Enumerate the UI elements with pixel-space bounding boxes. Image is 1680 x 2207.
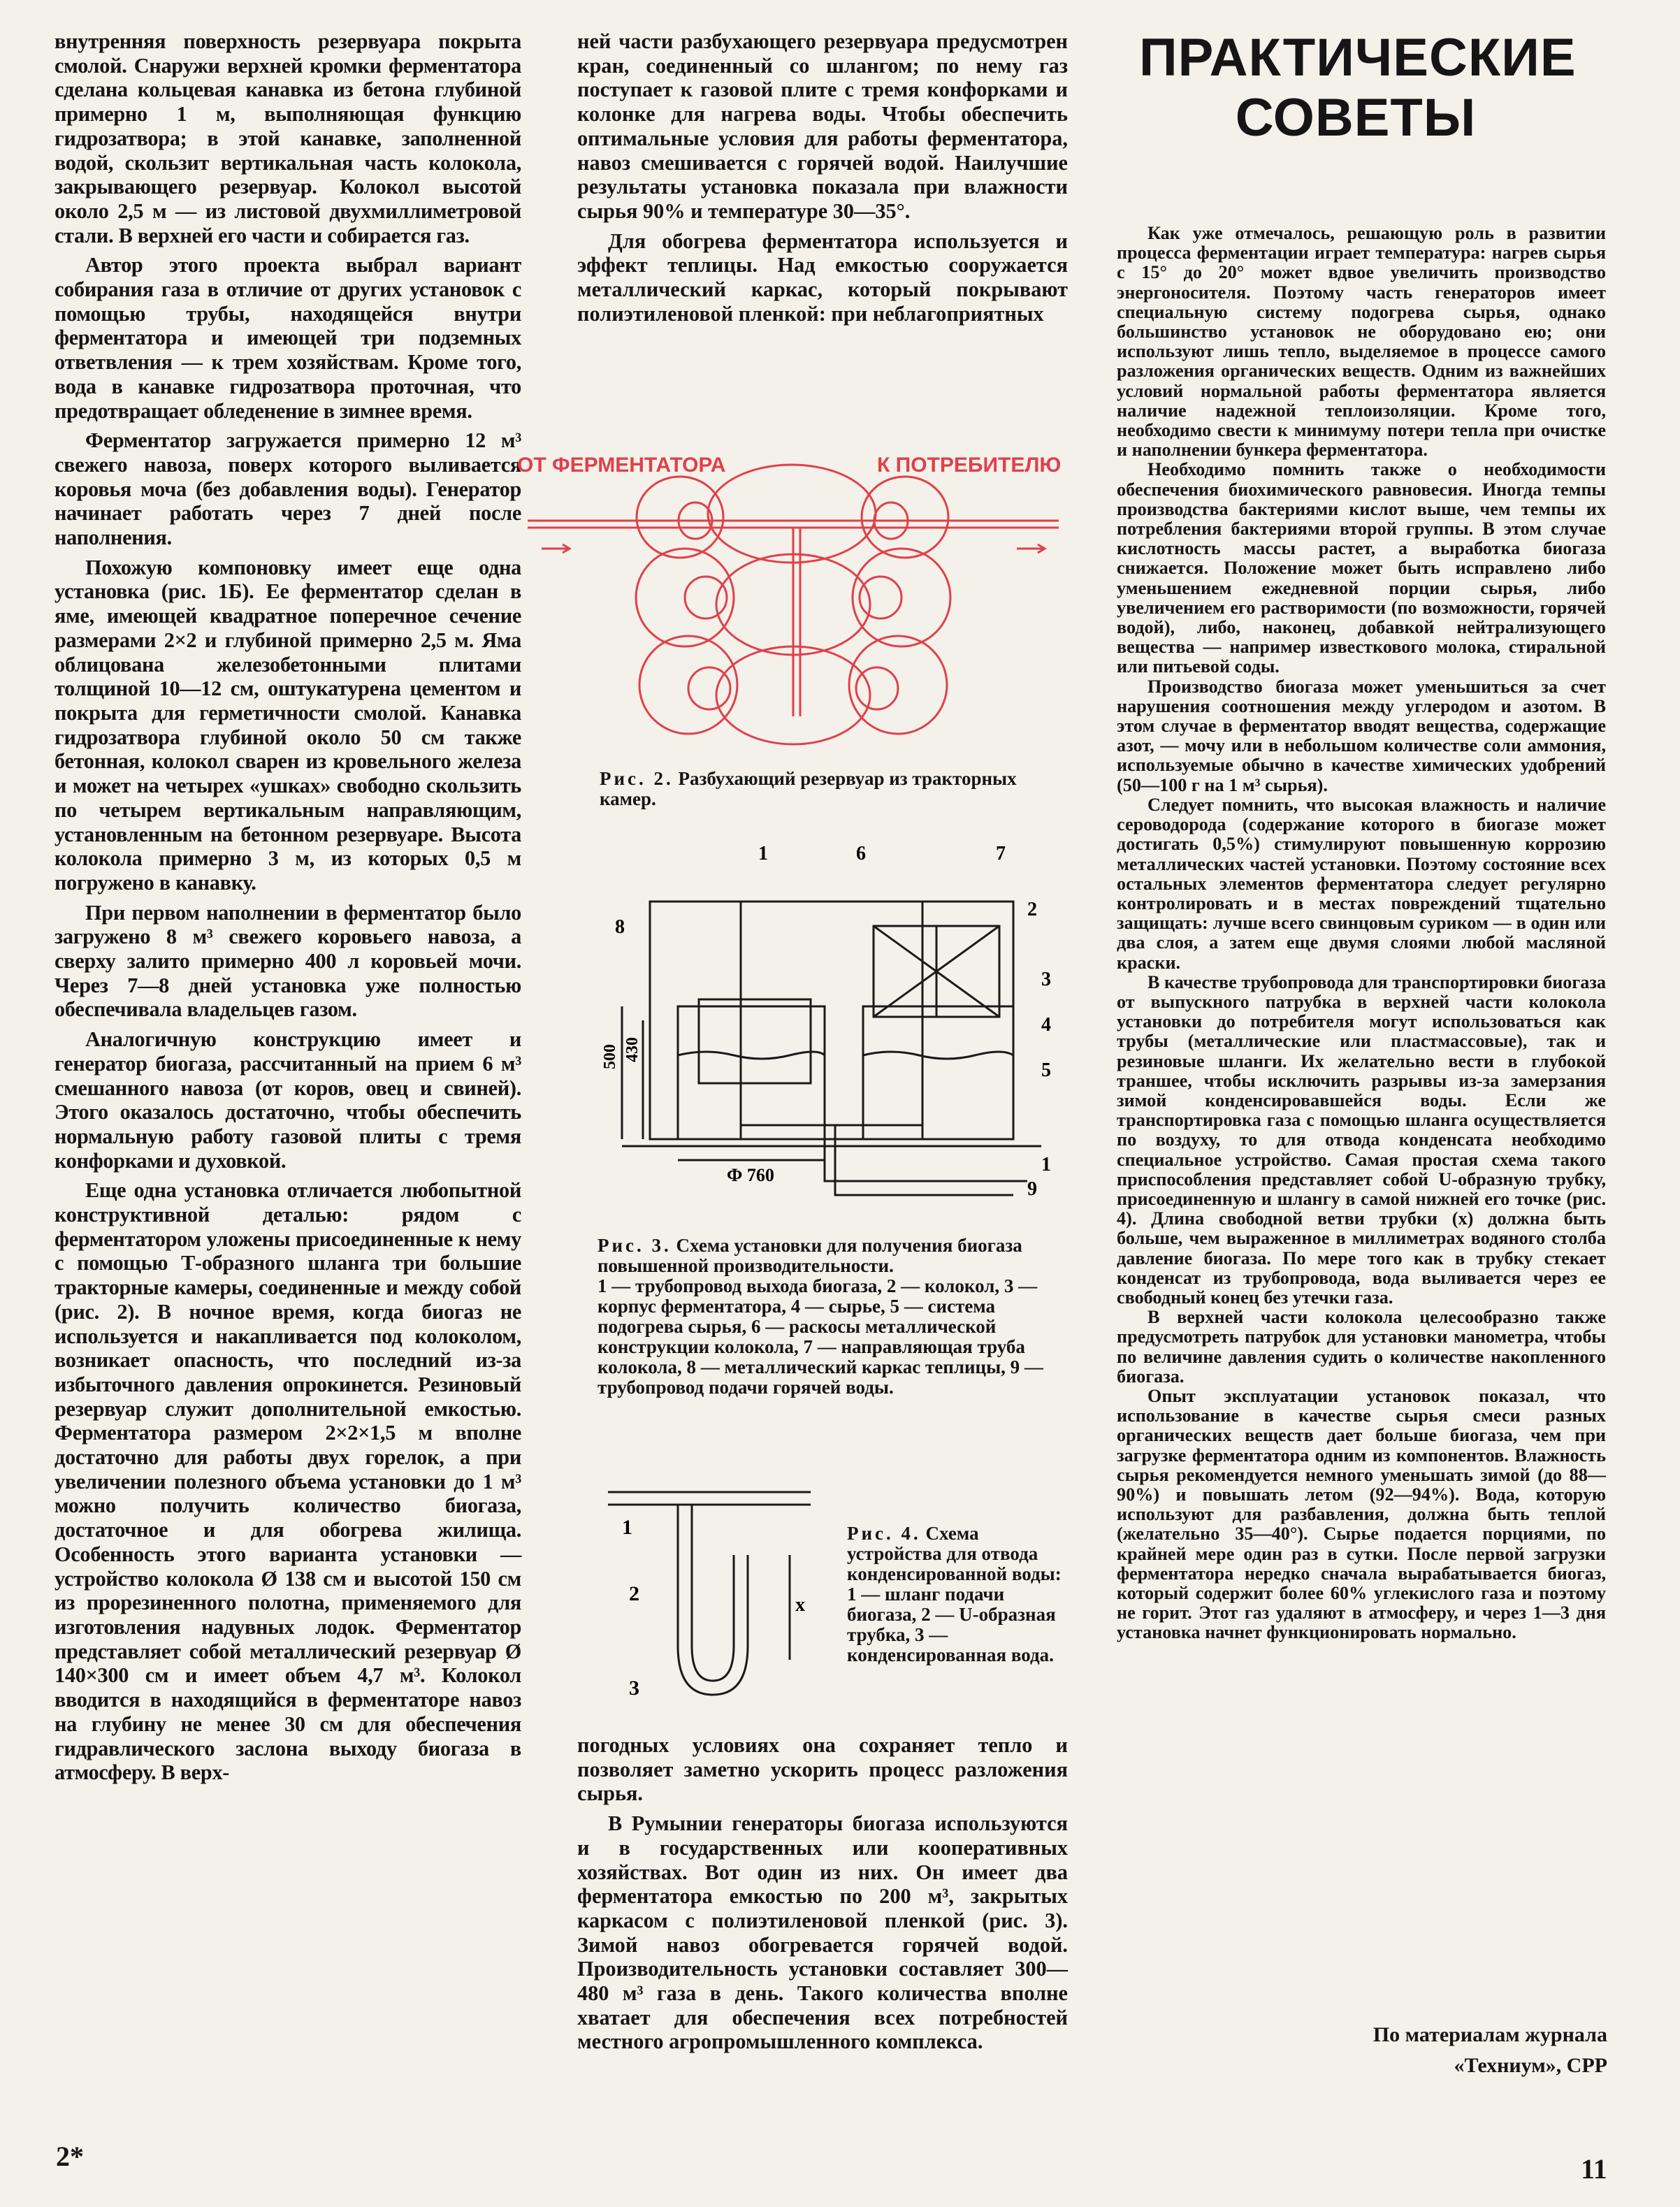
paragraph: ней части разбухающего резервуара предусмотрен кран, соединенный со шлангом; по нему газ поступает к газовой плите с тремя конфорками и колонке для нагрева воды. Чтобы обеспечить оптимальные условия для работы ферментатора, навоз смешивается с горячей водой. Наилучшие результаты установка показала при влажности сырья 90% и температуре 30—35°. [577, 29, 1068, 223]
fig3-num: 1 [1041, 1154, 1051, 1175]
paragraph: При первом наполнении в ферментатор было загружено 8 м³ свежего коровьего навоза, а сверху залито примерно 400 л коровьей мочи. Через 7—8 дней установка уже полностью обеспечивала владельцев газом. [55, 900, 521, 1022]
tube-hole [688, 667, 730, 709]
paragraph: Аналогичную конструкцию имеет и генератор биогаза, рассчитанный на прием 6 м³ смешанного навоза (от коров, овец и свиней). Этого оказалось достаточно, чтобы обеспечить нормальную работу газовой плиты с тремя конфорками и духовкой. [55, 1027, 521, 1173]
fig2-label-left: ОТ ФЕРМЕНТАТОРА [517, 454, 726, 477]
fig3-num: 6 [856, 843, 866, 864]
paragraph: Следует помнить, что высокая влажность и наличие сероводорода (содержание которого в биогазе может достигать 0,5%) стимулируют повышенную коррозию металлических частей установки. Поэтому состояние всех остальных элементов ферментатора следует регулярно контролировать и в местах повреждений тщательно защищать: лучше всего свинцовым суриком — в один или два слоя, а затем еще двумя слоями любой масляной краски. [1117, 794, 1606, 973]
paragraph: Необходимо помнить также о необходимости обеспечения биохимического равновесия. Иногда темпы производства бактериями кислот выше, чем темпы их потребления бактериями второй группы. В этом случае кислотность массы растет, а выработка биогаза снижается. Положение может быть исправлено либо уменьшением ежедневной порции сырья, либо увеличением его растворимости (по возможности, горячей водой), либо, наконец, добавкой нейтрализующего вещества — например известкового молока, стиральной или питьевой соды. [1117, 459, 1606, 677]
paragraph: Автор этого проекта выбрал вариант собирания газа в отличие от других установок с помощью трубы, находящейся внутри ферментатора и имеющей три подземных ответвления — к трем хозяйствам. Кроме того, вода в канавке гидрозатвора проточная, что предотвращает обледенение в зимнее время. [55, 253, 521, 423]
fig3-num: 8 [615, 916, 625, 938]
source-credit [1244, 2020, 1607, 2081]
figure-2-caption [600, 769, 1061, 809]
u-tube-inner [692, 1527, 734, 1681]
caption-label: Рис. 4. [847, 1523, 921, 1544]
fig4-x: x [795, 1594, 805, 1616]
source-line: «Техниум», СРР [1454, 2054, 1607, 2077]
figure-3-caption [598, 1236, 1073, 1398]
tube-hole [856, 667, 898, 709]
column-2-bottom [577, 1733, 1068, 2060]
fig4-num: 2 [629, 1582, 639, 1605]
column-2 [577, 29, 1068, 331]
dim-430: 430 [623, 1037, 642, 1062]
paragraph: Ферментатор загружается примерно 12 м³ свежего навоза, поверх которого выливается коровья моча (без добавления воды). Генератор начинает работать через 7 дней после наполнения. [55, 428, 521, 550]
fig3-num: 5 [1041, 1059, 1051, 1081]
fig3-num: 3 [1041, 969, 1051, 990]
caption-legend: 1 — трубопровод выхода биогаза, 2 — колокол, 3 — корпус ферментатора, 4 — сырье, 5 — система подогрева сырья, 6 — раскосы металлической конструкции колокола, 7 — направляющая труба колокола, 8 — металлический каркас теплицы, 9 — трубопровод подачи горячей воды. [598, 1275, 1043, 1398]
u-tube-outer [678, 1527, 748, 1695]
paragraph: Похожую компоновку имеет еще одна установка (рис. 1Б). Ее ферментатор сделан в яме, имеющей квадратное поперечное сечение размерами 2×2 и глубиной примерно 2,5 м. Яма облицована железобетонными плитами толщиной 10—12 см, оштукатурена цементом и покрыта для герметичности смолой. Канавка гидрозатвора глубиной около 50 см также бетонная, колокол сварен из кровельного железа и может на четырех «ушках» свободно скользить по четырем вертикальным направляющим, установленным на бетонном резервуаре. Высота колокола примерно 3 м, из которых 0,5 м погружено в канавку. [55, 555, 521, 895]
title-line: ПРАКТИЧЕСКИЕ [1139, 28, 1577, 87]
paragraph: Производство биогаза может уменьшиться за счет нарушения соотношения между углеродом и азотом. В этом случае в ферментатор вводят вещества, содержащие азот, — мочу или в небольшом количестве соли аммония, используемые обычно в качестве химических удобрений (50—100 г на 1 м³ сырья). [1117, 676, 1606, 795]
caption-label: Рис. 3. [598, 1235, 672, 1256]
liquid-level [863, 1052, 1013, 1059]
section-title [1139, 28, 1577, 148]
fig4-num: 3 [629, 1677, 639, 1700]
flow-arrow-out [1017, 544, 1045, 553]
caption-label: Рис. 2. [600, 768, 674, 789]
dim-760: Ф 760 [727, 1165, 774, 1185]
paragraph: внутренняя поверхность резервуара покрыта смолой. Снаружи верхней кромки ферментатора сделана кольцевая канавка из бетона глубиной примерно 1 м, выполняющая функцию гидрозатвора; в этой канавке, заполненной водой, скользит вертикальная часть колокола, закрывающего резервуар. Колокол высотой около 2,5 м — из листовой двухмиллиметровой стали. В верхней его части и собирается газ. [55, 29, 521, 247]
source-line: По материалам журнала [1373, 2023, 1607, 2046]
fig3-num: 9 [1027, 1178, 1037, 1200]
fig3-num: 7 [996, 843, 1006, 864]
figure-4-caption [847, 1524, 1067, 1665]
column-1 [55, 29, 521, 1790]
paragraph: В верхней части колокола целесообразно также предусмотреть патрубок для установки манометра, чтобы по величине давления судить о количестве накопленного биогаза. [1117, 1307, 1606, 1387]
paragraph: В Румынии генераторы биогаза используются и в государственных или кооперативных хозяйствах. Вот один из них. Он имеет два ферментатора емкостью по 200 м³, закрытых каркасом с полиэтиленовой пленкой (рис. 3). Зимой навоз обогревается горячей водой. Производительность установки составляет 300—480 м³ газа в день. Такого количества вполне хватает для обеспечения всех потребностей местного агропромышленного комплекса. [577, 1811, 1068, 2054]
fig2-label-right: К ПОТРЕБИТЕЛЮ [877, 454, 1062, 477]
caption-legend: 1 — шланг подачи биогаза, 2 — U-образная трубка, 3 — конденсированная вода. [847, 1584, 1056, 1665]
bell-left [699, 999, 811, 1083]
fig3-num: 4 [1041, 1014, 1051, 1036]
figure-3-installation [594, 818, 1069, 1209]
page-mark-left: 2* [56, 2141, 84, 2172]
paragraph: Опыт эксплуатации установок показал, что использование в качестве сырья смеси разных органических веществ дает больше биогаза, чем при загрузке ферментатора одним из компонентов. Влажность сырья рекомендуется немного уменьшать зимой (до 88—90%) и повышать летом (92—94%). Вода, которую используют для разбавления, должна быть теплой (желательно 35—40°). Сырье подается порциями, по крайней мере один раз в сутки. После первой загрузки ферментатора нередко сначала вырабатывается биогаз, который содержит более 60% углекислого газа и поэтому не горит. Этот газ удаляют в атмосферу, и через 1—3 дня установка начнет функционировать нормально. [1117, 1385, 1606, 1643]
tube-top-left [637, 477, 723, 558]
column-3 [1117, 224, 1606, 1643]
flow-arrow-in [542, 544, 570, 553]
fermenter-right [863, 1006, 1013, 1139]
paragraph: Как уже отмечалось, решающую роль в развитии процесса ферментации играет температура: нагрев сырья с 15° до 20° может вдвое увеличить производство энергоносителя. Поэтому часть генераторов имеет специальную систему подогрева сырья, однако большинство установок не оборудовано ею; они используют лишь тепло, выделяемое в процессе самого разложения органических веществ. Одним из важнейших условий нормальной работы ферментатора является наличие надежной теплоизоляции. Кроме того, необходимо свести к минимуму потери тепла при очистке и наполнении бункера ферментатора. [1117, 223, 1606, 461]
greenhouse-frame [650, 902, 1013, 1139]
caption-text: Схема устройства для отвода конденсированной воды: [847, 1523, 1062, 1584]
gas-pipe [825, 1125, 1027, 1181]
paragraph: Для обогрева ферментатора используется и эффект теплицы. Над емкостью сооружается металлический каркас, который покрывают полиэтиленовой пленкой: при неблагоприятных [577, 229, 1068, 326]
title-line: СОВЕТЫ [1235, 88, 1477, 147]
tube-hole [685, 577, 727, 618]
caption-text: Разбухающий резервуар из тракторных камер. [600, 768, 1017, 809]
figure-2-tractor-tubes [514, 423, 1073, 765]
dim-500: 500 [601, 1044, 619, 1069]
fig4-num: 1 [622, 1516, 632, 1539]
page-number: 11 [1581, 2153, 1607, 2185]
paragraph: погодных условиях она сохраняет тепло и позволяет заметно ускорить процесс разложения сырья. [577, 1733, 1068, 1806]
caption-text: Схема установки для получения биогаза повышенной производительности. [598, 1235, 1022, 1276]
tube-hole [860, 577, 901, 618]
fig3-num: 1 [758, 843, 768, 864]
water-pipe [835, 1125, 1013, 1195]
fig3-num: 2 [1027, 899, 1037, 920]
tube-top-middle [708, 465, 876, 563]
paragraph: В качестве трубопровода для транспортировки биогаза от выпускного патрубка в верхней части колокола установки до потребителя могут использоваться как трубы (металлические или пластмассовые), так и резиновые шланги. Их желательно вести в глубокой траншее, чтобы исключить разрывы из-за замерзания зимой конденсировавшейся воды. Если же транспортировка газа с помощью шланга осуществляется по воздуху, то для отвода конденсата необходимо специальное устройство. Самая простая схема такого приспособления представляет собой U-образную трубку, присоединенную и шлангу в самой нижней его точке (рис. 4). Длина свободной ветви трубки (х) должна быть больше, чем выраженное в миллиметрах водяного столба давление биогаза. По мере того как в трубку стекает конденсат из трубопровода, вода выливается через ее свободный конец без утечки газа. [1117, 971, 1606, 1308]
paragraph: Еще одна установка отличается любопытной конструктивной деталью: рядом с ферментатором уложены присоединенные к нему с помощью Т-образного шланга три большие тракторные камеры, соединенные и между собой (рис. 2). В ночное время, когда биогаз не используется и накапливается под колоколом, возникает опасность, что последний из-за избыточного давления опрокинется. Резиновый резервуар служит дополнительной емкостью. Ферментатора размером 2×2×1,5 м вполне достаточно для работы двух горелок, а при увеличении полезного объема установки до 1 м³ можно получить количество биогаза, достаточное и для обогрева жилища. Особенность этого варианта установки — устройство колокола Ø 138 см и высотой 150 см из прорезиненного полотна, применяемого для изготовления надувных лодок. Ферментатор представляет собой металлический резервуар Ø 140×300 см и имеет объем 4,7 м³. Колокол вводится в находящийся в ферментаторе навоз на глубину не менее 30 см для обеспечения гидравлического заслона выходу биогаза в атмосферу. В верх- [55, 1178, 521, 1785]
figure-4-u-trap [594, 1471, 825, 1716]
